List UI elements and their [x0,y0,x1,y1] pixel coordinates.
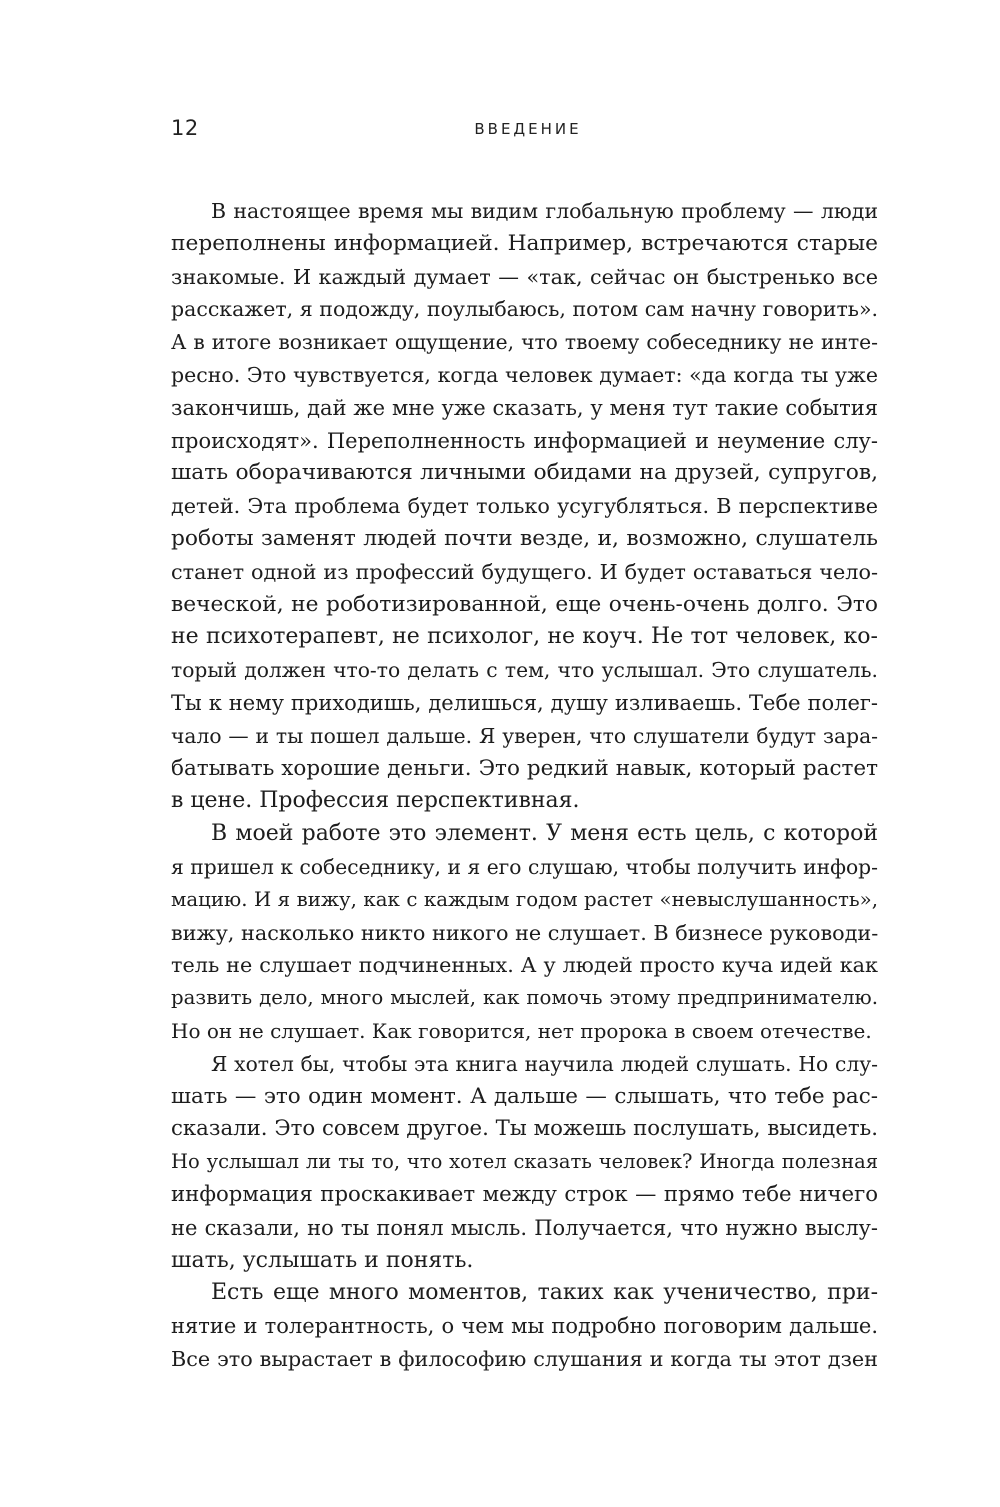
text-line-content: батывать хорошие деньги. Это редкий навык, который растет [171,755,878,781]
text-line [171,1343,878,1376]
text-line [171,884,878,917]
text-line [171,457,878,490]
text-line-content: Но услышал ли ты то, что хотел сказать человек? Иногда полезная [171,1150,878,1174]
text-line [171,785,878,818]
running-head: ВВЕДЕНИЕ [474,120,582,138]
text-line-content: Я хотел бы, чтобы эта книга научила людей слушать. Но слу- [211,1051,878,1076]
text-line-content: Все это вырастает в философию слушания и когда ты этот дзен [171,1346,878,1371]
text-line-content: В моей работе это элемент. У меня есть цель, с которой [211,821,878,847]
text-line-content: шать оборачиваются личными обидами на друзей, супругов, [171,460,878,486]
text-line-content: закончишь, дай же мне уже сказать, у меня тут такие события [171,395,878,420]
text-line-content: веческой, не роботизированной, еще очень-очень долго. Это [171,591,878,617]
text-line-content: мацию. И я вижу, как с каждым годом растет «невыслушанность», [171,887,878,911]
text-line [171,1146,878,1179]
text-line [171,654,878,687]
body-text [171,195,878,1376]
text-line-content: В настоящее время мы видим глобальную проблему — люди [211,199,878,223]
text-line [171,490,878,523]
text-line [171,982,878,1015]
text-line-content: я пришел к собеседнику, и я его слушаю, чтобы получить инфор- [171,854,878,879]
text-line-content: сказали. Это совсем другое. Ты можешь послушать, высидеть. [171,1116,878,1142]
text-line [171,1015,878,1048]
text-line [171,949,878,982]
text-line-content: развить дело, много мыслей, как помочь этому предпринимателю. [171,986,878,1010]
text-line-content: расскажет, я подожду, поулыбаюсь, потом сам начну говорить». [171,297,878,322]
text-line-content: детей. Эта проблема будет только усугубляться. В перспективе [171,494,878,519]
text-line [171,1113,878,1146]
text-line [171,1081,878,1114]
text-line [171,1310,878,1343]
text-line-content: не психотерапевт, не психолог, не коуч. Не тот человек, ко- [171,624,878,650]
text-line-content: нятие и толерантность, о чем мы подробно поговорим дальше. [171,1314,878,1339]
text-line [171,425,878,458]
text-line-content: торый должен что-то делать с тем, что услышал. Это слушатель. [171,658,878,683]
text-line [171,523,878,556]
page-number: 12 [171,116,199,140]
text-line-content: тель не слушает подчиненных. А у людей просто куча идей как [171,953,878,978]
text-line [171,1245,878,1278]
text-line-content: переполнены информацией. Например, встречаются старые [171,230,878,256]
text-line [171,228,878,261]
text-line [171,1212,878,1245]
text-line-content: Но он не слушает. Как говорится, нет пророка в своем отечестве. [171,1018,872,1043]
text-line [171,720,878,753]
text-line [171,195,878,228]
text-line-content: информация проскакивает между строк — прямо тебе ничего [171,1181,878,1207]
text-line-content: знакомые. И каждый думает — «так, сейчас он быстренько все [171,264,878,289]
text-line [171,326,878,359]
text-line [171,261,878,294]
text-line [171,851,878,884]
text-line-content: в цене. Профессия перспективная. [171,788,580,814]
text-line [171,621,878,654]
text-line [171,556,878,589]
text-line [171,1277,878,1310]
text-line-content: шать, услышать и понять. [171,1247,474,1273]
text-line-content: станет одной из профессий будущего. И будет оставаться чело- [171,559,878,584]
text-line-content: вижу, насколько никто никого не слушает. В бизнесе руководи- [171,920,879,945]
text-line-content: чало — и ты пошел дальше. Я уверен, что слушатели будут зара- [171,723,878,748]
text-line-content: не сказали, но ты понял мысль. Получается, что нужно выслу- [171,1215,878,1240]
text-line [171,359,878,392]
text-line [171,589,878,622]
text-line [171,293,878,326]
text-line [171,1179,878,1212]
text-line-content: Ты к нему приходишь, делишься, душу изливаешь. Тебе полег- [171,690,878,715]
text-line-content: шать — это один момент. А дальше — слышать, что тебе рас- [171,1083,878,1109]
text-line-content: А в итоге возникает ощущение, что твоему собеседнику не инте- [171,330,878,355]
text-line [171,1048,878,1081]
text-line [171,687,878,720]
text-line-content: ресно. Это чувствуется, когда человек думает: «да когда ты уже [171,362,878,387]
text-line-content: происходят». Переполненность информацией и неумение слу- [171,428,878,453]
text-line-content: роботы заменят людей почти везде, и, возможно, слушатель [171,525,878,551]
text-line [171,818,878,851]
text-line-content: Есть еще много моментов, таких как ученичество, при- [211,1280,878,1306]
text-line [171,753,878,786]
text-line [171,392,878,425]
text-line [171,917,878,950]
